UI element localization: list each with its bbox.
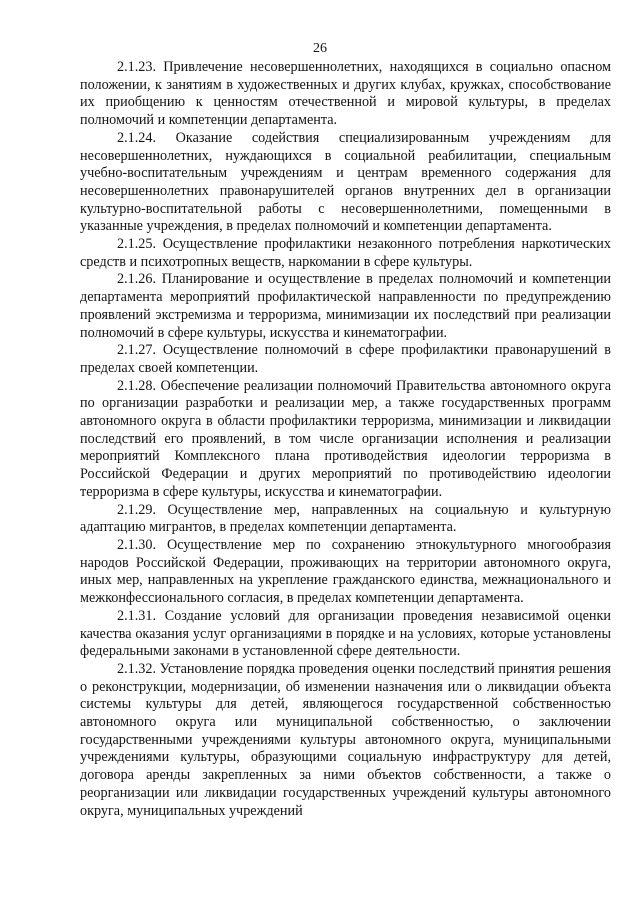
- paragraph-2-1-25: 2.1.25. Осуществление профилактики незаконного потребления наркотических средств и психотропных веществ, наркомании в сфере культуры.: [80, 236, 611, 270]
- paragraph-2-1-26: 2.1.26. Планирование и осуществление в пределах полномочий и компетенции департамента мероприятий профилактической направленности по предупреждению проявлений экстремизма и терроризма, минимизации их последствий при реализации полномочий в сфере культуры, искусства и кинематографии.: [80, 271, 611, 341]
- paragraph-2-1-27: 2.1.27. Осуществление полномочий в сфере профилактики правонарушений в пределах своей компетенции.: [80, 342, 611, 376]
- page-number: 26: [313, 41, 327, 56]
- paragraph-2-1-23: 2.1.23. Привлечение несовершеннолетних, находящихся в социально опасном положении, к занятиям в художественных и других клубах, кружках, способствование их приобщению к ценностям отечественной и мировой культуры, в пределах полномочий и компетенции департамента.: [80, 59, 611, 129]
- paragraph-2-1-24: 2.1.24. Оказание содействия специализированным учреждениям для несовершеннолетних, нуждающихся в социальной реабилитации, специальным учебно-воспитательным учреждениям и центрам временного содержания для несовершеннолетних правонарушителей органов внутренних дел в организации культурно-воспитательной работы с несовершеннолетними, помещенными в указанные учреждения, в пределах полномочий и компетенции департамента.: [80, 129, 611, 235]
- paragraph-2-1-29: 2.1.29. Осуществление мер, направленных на социальную и культурную адаптацию мигрантов, в пределах компетенции департамента.: [80, 501, 611, 536]
- paragraph-2-1-30: 2.1.30. Осуществление мер по сохранению этнокультурного многообразия народов Российской Федерации, проживающих на территории автономного округа, иных мер, направленных на укрепление гражданского единства, межнационального и межконфессионального согласия, в пределах компетенции департамента.: [80, 536, 611, 607]
- paragraph-2-1-31: 2.1.31. Создание условий для организации проведения независимой оценки качества оказания услуг организациями в порядке и на условиях, которые установлены федеральными законами в установленной сфере деятельности.: [80, 607, 611, 660]
- paragraph-2-1-28: 2.1.28. Обеспечение реализации полномочий Правительства автономного округа по организации разработки и реализации мер, а также государственных программ автономного округа в области профилактики терроризма, минимизации и ликвидации последствий его проявлений, в том числе организации исполнения и реализации мероприятий Комплексного плана противодействия идеологии терроризма в Российской Федерации и других мероприятий по противодействию идеологии терроризма в сфере культуры, искусства и кинематографии.: [80, 377, 611, 500]
- body-text: [80, 59, 611, 820]
- paragraph-2-1-32: 2.1.32. Установление порядка проведения оценки последствий принятия решения о реконструкции, модернизации, об изменении назначения или о ликвидации объекта системы культуры для детей, являющегося государственной собственностью автономного округа или муниципальной собственностью, о заключении государственными учреждениями культуры автономного округа, муниципальными учреждениями культуры, образующими социальную инфраструктуру для детей, договора аренды закрепленных за ними объектов собственности, а также о реорганизации или ликвидации государственных учреждений культуры автономного округа, муниципальных учреждений: [80, 660, 611, 819]
